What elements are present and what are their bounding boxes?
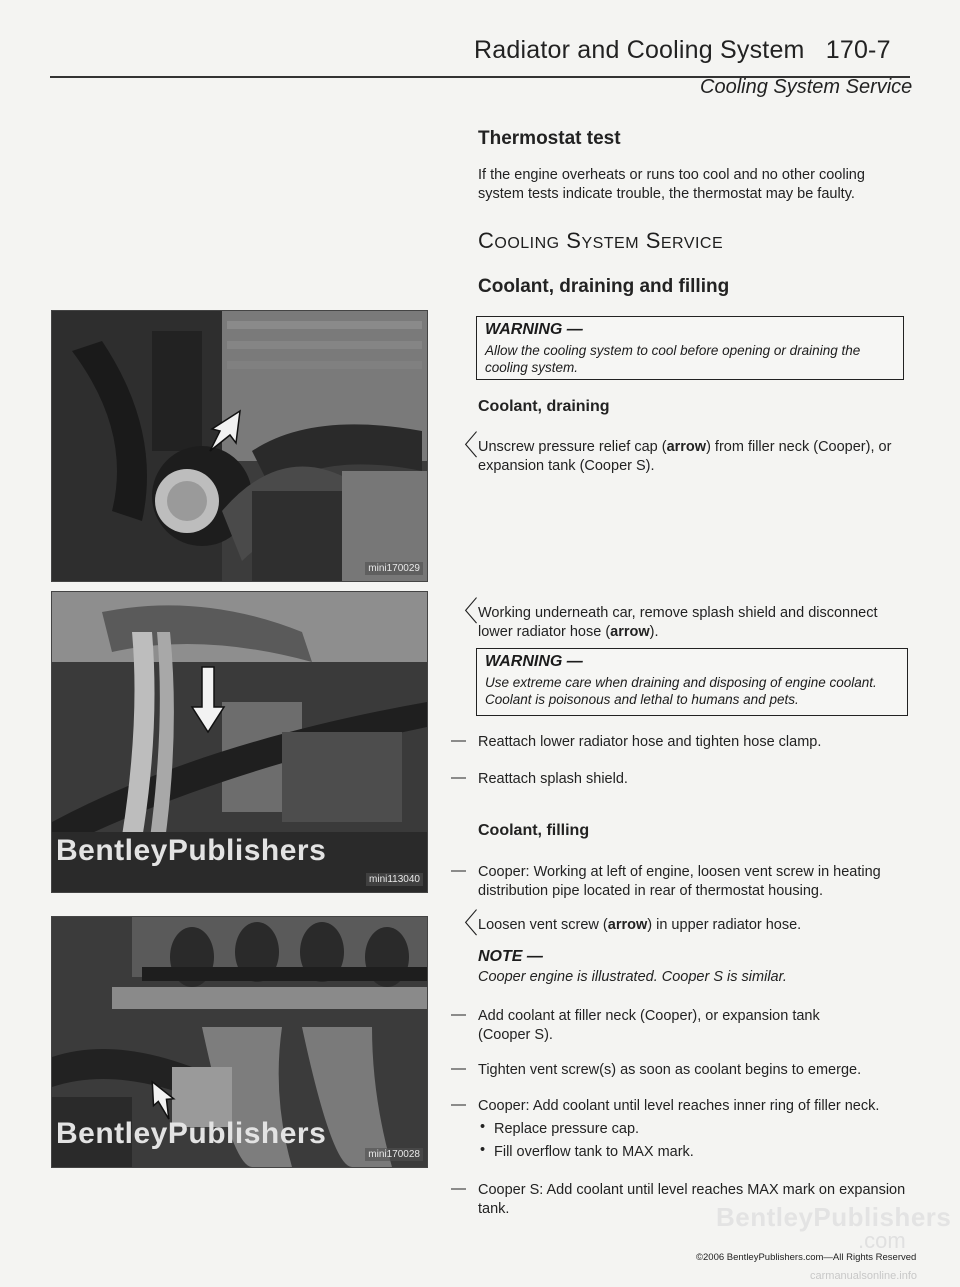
reattach-step-1: Reattach lower radiator hose and tighten hose clamp. [478, 734, 822, 750]
filling-step-1: Cooper: Working at left of engine, loosen vent screw in heating distribution pipe located in rear of thermostat housing. [478, 864, 881, 899]
warning-2-body: Use extreme care when draining and disposing of engine coolant. Coolant is poisonous and lethal to humans and pets. [485, 675, 877, 707]
photo-3-watermark: BentleyPublishers [56, 1117, 327, 1150]
photo-2-watermark: BentleyPublishers [56, 834, 327, 867]
filling-step-4: Tighten vent screw(s) as soon as coolant begins to emerge. [478, 1062, 862, 1078]
pointer-arrow-icon: 〈 [450, 430, 479, 461]
publisher-watermark-com: .com [858, 1228, 906, 1253]
coolant-heading: Coolant, draining and filling [478, 276, 730, 297]
filling-heading: Coolant, filling [478, 822, 590, 839]
page-number: 170-7 [825, 36, 891, 64]
note-title: NOTE — [478, 948, 543, 965]
filling-bullet-2: Fill overflow tank to MAX mark. [494, 1144, 694, 1160]
filling-step-6: Cooper S: Add coolant until level reaches MAX mark on expansion tank. [478, 1182, 906, 1217]
bullet-marker: • [480, 1142, 486, 1158]
photo-3-code: mini170028 [365, 1148, 423, 1161]
draining-step-1: Unscrew pressure relief cap (arrow) from filler neck (Cooper), or expansion tank (Cooper S). [478, 439, 892, 474]
reattach-step-2: Reattach splash shield. [478, 771, 628, 787]
site-watermark: carmanualsonline.info [810, 1270, 918, 1282]
note-body: Cooper engine is illustrated. Cooper S is similar. [478, 969, 787, 985]
dash-marker: — [451, 862, 466, 879]
dash-marker: — [451, 1060, 466, 1077]
dash-marker: — [451, 732, 466, 749]
bullet-marker: • [480, 1119, 486, 1135]
engine-photo-lower-radiator-hose [51, 591, 428, 893]
dash-marker: — [451, 1096, 466, 1113]
engine-photo-pressure-cap [51, 310, 428, 582]
filling-step-5: Cooper: Add coolant until level reaches inner ring of filler neck. [478, 1098, 880, 1114]
pointer-arrow-icon: 〈 [450, 908, 479, 939]
photo-2-code: mini113040 [366, 873, 423, 886]
thermostat-test-heading: Thermostat test [478, 128, 621, 149]
filling-bullet-1: Replace pressure cap. [494, 1121, 640, 1137]
header-title-text: Radiator and Cooling System [474, 36, 805, 64]
section-title: COOLING SYSTEM SERVICE [478, 228, 724, 253]
page-header-title [474, 36, 891, 65]
warning-1-body: Allow the cooling system to cool before opening or draining the cooling system. [485, 343, 861, 375]
filling-step-3: Add coolant at filler neck (Cooper), or expansion tank (Cooper S). [478, 1008, 820, 1043]
warning-box-2 [476, 648, 908, 716]
thermostat-test-body: If the engine overheats or runs too cool and no other cooling system tests indicate trouble, the thermostat may be faulty. [478, 167, 865, 202]
pointer-arrow-icon: 〈 [450, 596, 479, 627]
warning-1-title: WARNING — [485, 321, 583, 338]
filling-step-2: Loosen vent screw (arrow) in upper radiator hose. [478, 917, 802, 933]
dash-marker: — [451, 769, 466, 786]
copyright-notice: ©2006 BentleyPublishers.com—All Rights Reserved [696, 1252, 917, 1263]
dash-marker: — [451, 1180, 466, 1197]
draining-step-2: Working underneath car, remove splash shield and disconnect lower radiator hose (arrow). [478, 605, 878, 640]
page-header-subtitle: Cooling System Service [700, 76, 913, 98]
photo-1-code: mini170029 [365, 562, 423, 575]
engine-photo-vent-screw [51, 916, 428, 1168]
draining-heading: Coolant, draining [478, 398, 610, 415]
warning-2-title: WARNING — [485, 653, 583, 670]
dash-marker: — [451, 1006, 466, 1023]
warning-box-1 [476, 316, 904, 380]
publisher-watermark: BentleyPublishers [716, 1202, 952, 1232]
